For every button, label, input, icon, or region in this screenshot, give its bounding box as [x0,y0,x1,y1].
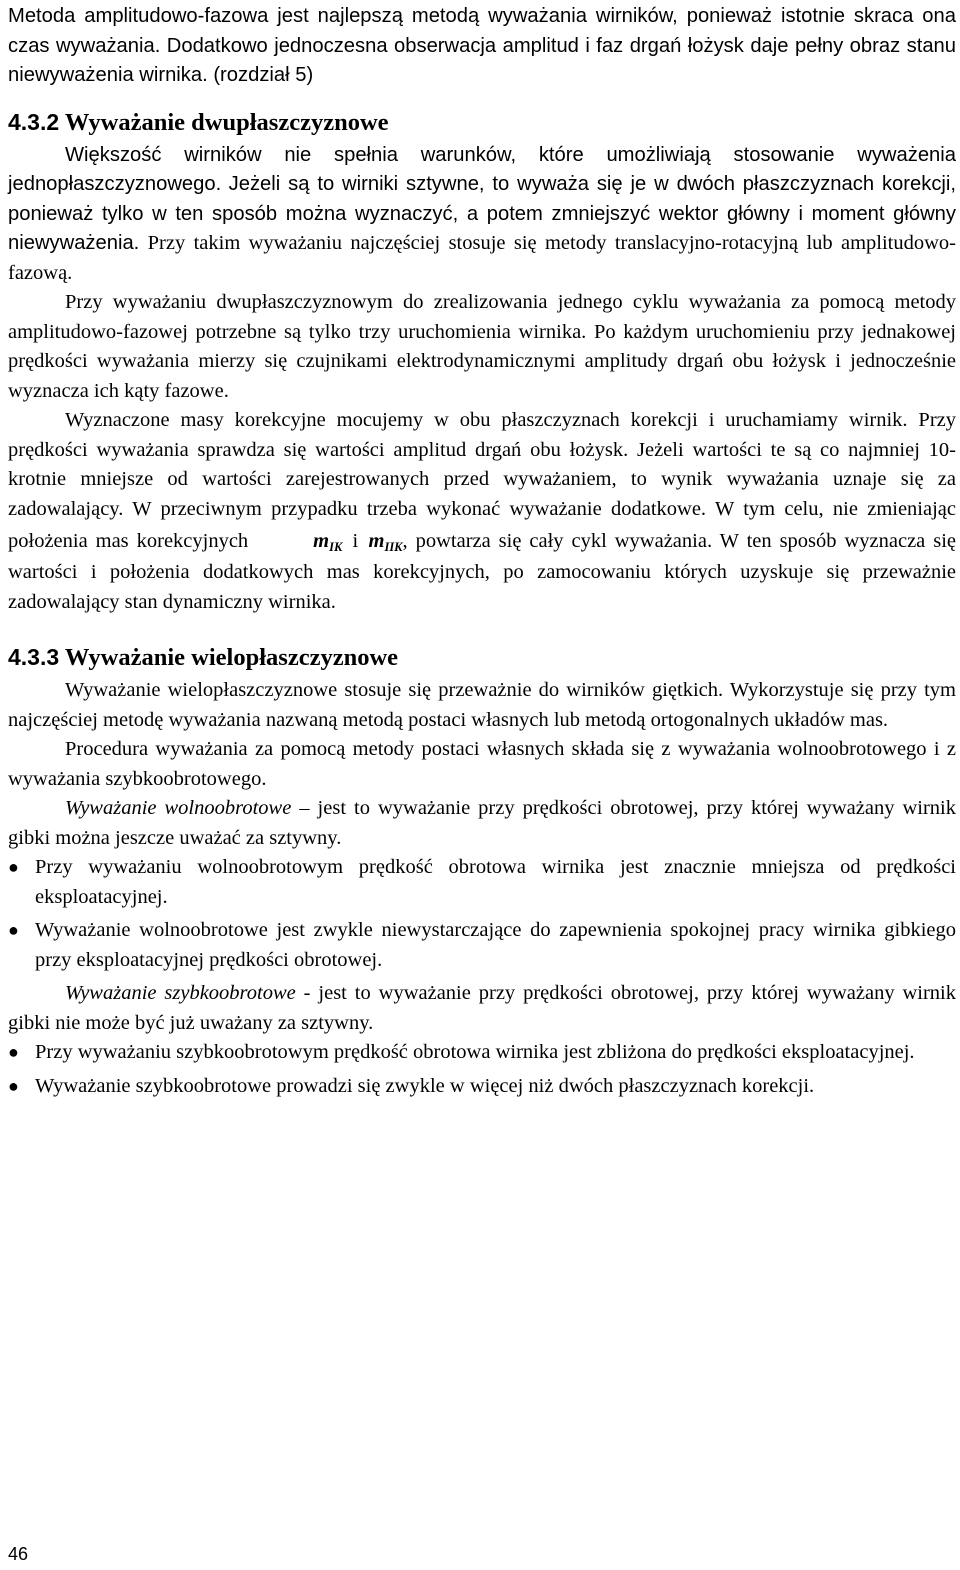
section-number: 4.3.2 [8,108,60,135]
bullet-icon: ● [8,1075,19,1096]
list-slow-balancing [8,853,956,975]
term-slow-balancing: Wyważanie wolnoobrotowe [65,797,292,819]
mass-subscript: IIK [384,540,403,554]
paragraph-two-plane-2: Przy wyważaniu dwupłaszczyznowym do zrealizowania jednego cyklu wyważania za pomocą metody amplitudowo-fazowej potrzebne są tylko trzy uruchomienia wirnika. Po każdym uruchomieniu przy jednakowej prędkości wyważania mierzy się czujnikami elektrodynamicznymi amplitudy drgań obu łożysk i jednocześnie wyznacza ich kąty fazowe. [8,291,956,402]
section-title: Wyważanie dwupłaszczyznowe [64,108,389,136]
paragraph-multi-plane-1: Wyważanie wielopłaszczyznowe stosuje się przeważnie do wirników giętkich. Wykorzystuje się przy tym najczęściej metodę wyważania nazwaną metodą postaci własnych lub metodą ortogonalnych układów mas. [8,679,956,731]
term-fast-balancing: Wyważanie szybkoobrotowe [65,982,296,1004]
paragraph-two-plane-3 [8,406,956,617]
text-span: - jest to wyważanie przy prędkości obrotowej, przy której wyważany wirnik gibki nie może być już uważany za sztywny. [8,982,957,1034]
page-number: 46 [8,1544,29,1564]
list-item [8,853,956,912]
list-item-text: Przy wyważaniu wolnoobrotowym prędkość obrotowa wirnika jest znacznie mniejsza od prędkości eksploatacyjnej. [35,856,956,908]
text-span: Wyznaczone masy korekcyjne mocujemy w obu płaszczyznach korekcji i uruchamiamy wirnik. Przy prędkości wyważania sprawdza się wartości amplitud drgań obu łożysk. Jeżeli wartości te są co najmniej 10-krotnie mniejsze od wartości zarejestrowanych przed wyważaniem, to wynik wyważania uznaje się za zadowalający. W przeciwnym przypadku trzeba wykonać wyważanie dodatkowe. W tym celu, nie zmieniając położenia mas korekcyjnych [8,409,956,552]
conjunction: i [352,530,359,552]
list-item [8,1038,956,1068]
bullet-icon: ● [8,920,19,940]
bullet-icon: ● [8,1042,19,1062]
bullet-icon: ● [8,857,19,877]
list-item [8,916,956,975]
text-span: Większość wirników nie spełnia warunków, które umożliwiają stosowanie wyważenia jednopłaszczyznowego. [8,143,956,195]
list-item-text: Wyważanie wolnoobrotowe jest zwykle niewystarczające do zapewnienia spokojnej pracy wirnika gibkiego przy eksploatacyjnej prędkości obrotowej. [35,919,956,971]
section-heading-4-3-3 [8,639,956,676]
mass-letter: m [313,530,330,552]
paragraph-two-plane-1 [8,141,956,289]
text-span: , powtarza się cały cykl wyważania. W ten sposób wyznacza się wartości i położenia dodatkowych mas korekcyjnych, po zamocowaniu których uzyskuje się przeważnie zadowalający stan dynamiczny wirnika. [8,530,957,613]
paragraph-intro: Metoda amplitudowo-fazowa jest najlepszą metodą wyważania wirników, ponieważ istotnie skraca ona czas wyważania. Dodatkowo jednoczesna obserwacja amplitud i faz drgań łożysk daje pełny obraz stanu niewyważenia wirnika. (rozdział 5) [8,5,956,86]
section-title: Wyważanie wielopłaszczyznowe [64,644,399,671]
text-span: Jeżeli są to wirniki sztywne, to wyważa się je w dwóch płaszczyznach korekcji, ponieważ tylko w ten sposób można wyznaczyć, a potem zmniejszyć wektor główny i moment główny niewyważenia. [8,173,957,254]
mass-subscript: IK [329,540,343,554]
text-span: Przy takim wyważaniu najczęściej stosuje się metody translacyjno-rotacyjną lub amplitudowo-fazową. [8,232,957,284]
paragraph-fast-balancing [8,979,956,1038]
paragraph-slow-balancing [8,794,956,853]
list-item-text: Wyważanie szybkoobrotowe prowadzi się zwykle w więcej niż dwóch płaszczyznach korekcji. [35,1074,815,1097]
text-span: – jest to wyważanie przy prędkości obrotowej, przy której wyważany wirnik gibki można jeszcze uważać za sztywny. [8,797,956,849]
list-item [8,1072,956,1102]
section-heading-4-3-2 [8,104,956,141]
mass-symbol-ik [313,530,342,552]
list-fast-balancing [8,1038,956,1101]
paragraph-multi-plane-2: Procedura wyważania za pomocą metody postaci własnych składa się z wyważania wolnoobrotowego i z wyważania szybkoobrotowego. [8,738,956,790]
section-number: 4.3.3 [8,644,60,670]
list-item-text: Przy wyważaniu szybkoobrotowym prędkość obrotowa wirnika jest zbliżona do prędkości eksploatacyjnej. [35,1041,915,1063]
mass-symbol-iik [369,530,403,552]
mass-letter: m [368,530,385,552]
document-page [8,2,956,1101]
